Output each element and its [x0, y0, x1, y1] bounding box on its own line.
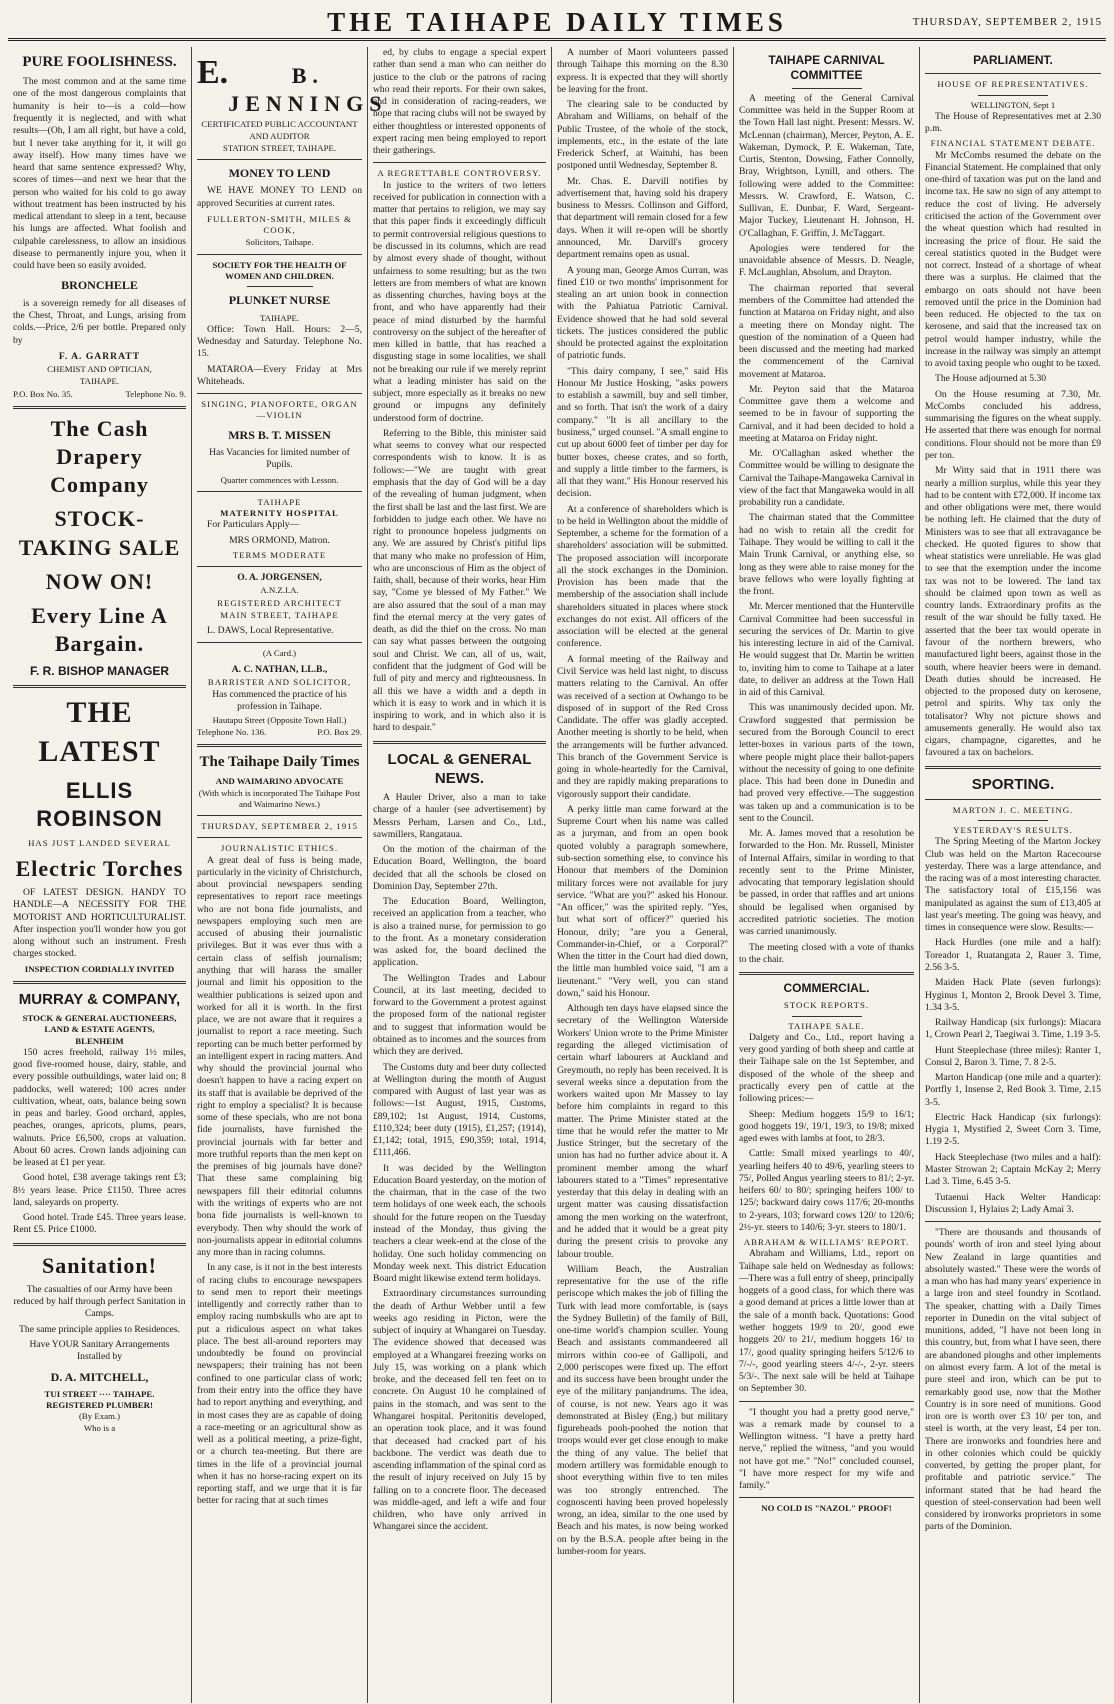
parliament-body-3: The House adjourned at 5.30	[935, 373, 1047, 385]
maternity-heading: MATERNITY HOSPITAL	[220, 508, 339, 519]
bronchele-body: is a sovereign remedy for all diseases of the Chest, Throat, and Lungs, arising from colds.—Price, 2/6 per bottle. Prepared only by	[13, 297, 186, 346]
controversy-body-2: Referring to the Bible, this minister said what seems to convey what our respected correspondents wish to know. It is as follows:—"We are taught with great emphasis that the day of God will be a day of the revealing of human judgment, when the first shall be last and the last first. We are forbidden to judge each other. We have no right to pronounce hopeless judgments on any. We are assured by Christ's pitiful lips that many who make no profession of Him, who are unconscious of Him as the object of faith, shall, because of their works, hear Him say, "Come ye blessed of My Father." We are also assured that the soul of a man may find the eternal mercy at the very gates of death, as did the thief on the cross. No man can say what passes between the outgoing soul and Christ. We can, all of us, wait, confident that the judgment of God will be full of pity and mercy and righteousness. In all this we have a width and a depth in which it is easy to work and in which it is inspiring to work, and in which also it is hard to despair."	[373, 427, 546, 734]
nerve-anecdote: "I thought you had a pretty good nerve," was a remark made by counsel to a Wellington witness. "I have a pretty hard nerve," replied the witness, "and you would not have got me." "No!" concluded counsel, "I have more respect for my wife and family."	[739, 1406, 914, 1492]
torches-body: OF LATEST DESIGN. HANDY TO HANDLE—A NECESSITY FOR THE MOTORIST AND HORTICULTURALIST. After inspection you'll wonder how you got along without such an instrument. Fresh charges stocked.	[13, 886, 186, 960]
fullerton-role: Solicitors, Taihape.	[245, 237, 314, 248]
ellis-landed: HAS JUST LANDED SEVERAL	[28, 837, 171, 848]
sporting-body: The Spring Meeting of the Marton Jockey Club was held on the Marton Racecourse yesterday. There was a large attendance, and the racing was of a most interesting character. The satisfactory total of £15,156 was manipulated as against the sum of £13,405 at last year's meeting. The going was heavy, and times in consequence were slow. Results:—	[925, 836, 1101, 934]
race-result-2: Maiden Hack Plate (seven furlongs): Hyginus 1, Monton 2, Brook Devel 3. Time, 1.34 3-5.	[925, 977, 1101, 1013]
news-item-4: A young man, George Amos Curran, was fined £10 or two months' imprisonment for stealing an art union book in connection with the Pahiatua Patriotic Carnival. Evidence showed that he had sold several tickets. The justices considered the public should be protected against the exploitation of patriotic funds.	[557, 264, 728, 362]
iron-steel-article: "There are thousands and thousands of pounds' worth of iron and steel lying about New Zealand in large quantities and absolutely wasted." These were the words of a man who has had many years' experience in a large iron and steel foundry in Scotland. The speaker, chatting with a Daily Times reporter in Dunedin on the vital subject of munitions, added, "I have not been long in this country, but, from what I have seen, there are abandoned ploughs and other implements on almost every farm. A lot of the metal is pure steel and iron, which can be put to remarkably good use, now that the Mother Country is in sore need of munitions. Good iron ore is worth over £3 10/ per ton, and steel is worth, at the very least, £4 per ton. There are ironworks and foundries here and in other colonies which could be quickly converted, by getting the proper plant, for profitable and patriotic service." The informant stated that he had heard the question of steel-conservation had been well considered by ironworks proprietors in some parts of the Dominion.	[925, 1227, 1102, 1533]
marton-heading: MARTON J. C. MEETING.	[952, 804, 1074, 815]
debate-heading: FINANCIAL STATEMENT DEBATE.	[930, 138, 1096, 149]
maternity-terms: TERMS MODERATE	[232, 549, 327, 560]
divider	[792, 88, 862, 89]
divider	[197, 642, 362, 643]
divider	[925, 1221, 1101, 1222]
plunket-mataroa: MATAROA—Every Friday at Mrs Whiteheads.	[197, 363, 362, 387]
local-item-5: The Customs duty and beer duty collected at Wellington during the month of August compared with August of last year was as follows:—1st August, 1915, Customs, £89,102; 1st August, 1914, Customs, £110,324; beer duty (1915), £1,257; (1914), £1,142; total, 1915, £90,359; total, 1914, £111,466.	[373, 1061, 546, 1159]
aw-report-heading: ABRAHAM & WILLIAMS' REPORT.	[743, 1237, 910, 1248]
local-item-4: The Wellington Trades and Labour Council, at its last meeting, decided to forward to the Government a protest against the proposed form of the national register and to suggest that information would be obtained as to incomes and the sources from which they are derived.	[373, 972, 546, 1058]
divider	[197, 393, 362, 394]
nathan-box: P.O. Box 29.	[317, 726, 362, 737]
divider	[197, 815, 362, 816]
sale-body-3: Cattle: Small mixed yearlings to 40/, yearling heifers 40 to 49/6, yearling steers to 75/, Polled Angus yearling steers to 81/; 2-yr. heifers 60/ to 80/; springing heifers 100/ to 125/; backward dairy cows 117/6; 20-months to 2-years, 103; forward cows 120/ to 120/6; 2½-yr. steers to 140/6; 3-yr. steers to 180/1.	[739, 1148, 914, 1233]
column-2	[192, 47, 388, 1703]
card-label: (A Card.)	[262, 648, 297, 659]
divider	[13, 981, 186, 984]
missen-name: MRS B. T. MISSEN	[228, 427, 331, 442]
news-item-3: Mr. Chas. E. Darvill notifies by advertisement that, having sold his drapery business to Messrs. Collinson and Gifford, that department will remain closed for a few days. When it will re-open will be shortly announced, Mr. Darvill's grocery department remains open as usual.	[557, 175, 728, 261]
commercial-heading: COMMERCIAL.	[783, 981, 870, 996]
race-result-7: Hack Steeplechase (two miles and a half): Master Strowan 2; Captain McKay 2; Merry Lad 3. Time, 6.45 3-5.	[925, 1151, 1101, 1188]
news-item-2: The clearing sale to be conducted by Abraham and Williams, on behalf of the Public Trustee, of the whole of the stock, implements, etc., in the estate of the late Frederick Scherf, at Waituhi, has been postponed until Wednesday, September 8.	[557, 99, 728, 172]
garratt-trade: CHEMIST AND OPTICIAN,	[47, 364, 152, 375]
newspaper-title: THE TAIHAPE DAILY TIMES	[327, 6, 787, 37]
the-latest-heading: THE LATEST	[38, 696, 161, 768]
carnival-body-8: This was unanimously decided upon. Mr. Crawford suggested that permission be secured from the Borough Council to erect letter-boxes in various parts of the town, where people might place their ballot-papers without the necessity of going to one definite place. This had been done in Dunedin and had proved very effective.—The suggestion was taken up and a communication is to be sent to the Council.	[739, 702, 914, 824]
divider	[197, 254, 362, 255]
divider	[197, 837, 362, 838]
plumber-who: Who is a	[83, 1422, 116, 1433]
garratt-name: F. A. GARRATT	[58, 350, 141, 362]
parliament-body-2: Mr McCombs resumed the debate on the Financial Statement. He complained that only one-third of taxation was put on the land and income tax. He saw no sign of any attempt to reduce the cost of living. He adversely criticised the action of the Government over the wheat question which had resulted in increasing the price of flour. He said the cereal statistics quoted in the Budget were not correct. Instead of a shortage of wheat there was a surplus. He claimed that the embargo on oats should not have been removed until the price in the Dominion had been reduced. He objected to the tax on kerosene, and said that the increased tax on petrol would hamper industry, while the increase in the railway was simply an attempt to avoid taxing people who ought to be taxed.	[925, 149, 1101, 370]
garratt-box: P.O. Box No. 35.	[13, 388, 73, 399]
society-heading: SOCIETY FOR THE HEALTH OF WOMEN AND CHILDREN.	[212, 259, 347, 281]
local-item-3: The Education Board, Wellington, received an application from a teacher, who is also a trained nurse, for permission to go to the front. As a monetary consideration was asked for, the board declined the application.	[373, 896, 546, 969]
jorgensen-ad	[197, 572, 362, 621]
ethics-heading: JOURNALISTIC ETHICS.	[220, 843, 339, 854]
nazol-heading: NO COLD IS "NAZOL" PROOF!	[761, 1503, 892, 1514]
divider	[373, 741, 546, 744]
sanitation-body: The casualties of our Army have been reduced by half through perfect Sanitation in Camps.	[13, 1283, 186, 1320]
murray-heading: MURRAY & COMPANY,	[18, 990, 181, 1008]
carnival-body-4: Mr. Peyton said that the Mataroa Committee gave them a welcome and seemed to be in favour of supporting the Carnival, and it had been decided to hold a meeting at Mataroa on Friday night.	[739, 383, 914, 444]
plumber: REGISTERED PLUMBER!	[46, 1400, 153, 1411]
local-item-6: It was decided by the Wellington Education Board yesterday, on the motion of the chairman, that in the case of the two term holidays of one week each, the schools should for the future reopen on the Tuesday instead of the Monday, thus giving the teachers a clear week-end at the close of the holiday. One such holiday commencing on Monday week next. This district Education Board might likewise extend term holidays.	[373, 1162, 546, 1285]
sale-body-2: Sheep: Medium hoggets 15/9 to 16/1; good hoggets 19/, 19/1, 19/3, to 19/8; mixed aged ewes with lambs at foot, to 28/3.	[739, 1108, 914, 1145]
now-on-heading: NOW ON!	[45, 568, 154, 594]
carnival-body-10: The meeting closed with a vote of thanks to the chair.	[739, 941, 914, 965]
singing-heading: SINGING, PIANOFORTE, ORGAN—VIOLIN	[201, 399, 358, 421]
column-6	[920, 47, 1106, 1703]
issue-date: THURSDAY, SEPTEMBER 2, 1915	[912, 16, 1102, 28]
parliament-heading: PARLIAMENT.	[973, 53, 1053, 67]
jorgensen-name: O. A. JORGENSEN,	[237, 572, 322, 584]
stock-taking-heading: STOCK-TAKING SALE	[18, 506, 181, 560]
sanitation-body-2: The same principle applies to Residences.	[19, 1323, 180, 1335]
times-title: The Taihape Daily Times	[199, 754, 360, 771]
carnival-body-9: Mr. A. James moved that a resolution be forwarded to the Hon. Mr. Russell, Minister of Internal Affairs, similar in wording to that recently sent to the Prime Minister, advocating that temporary legislation should be passed, in order that raffles and art unions should be legalised when organised by accredited patriotic societies. The motion was carried unanimously.	[739, 828, 914, 938]
parliament-body-5: Mr Witty said that in 1911 there was nearly a million surplus, while this year they had to be content with £72,000. If income tax and other obligations were met, there would be nothing left. He claimed that the duty of Ministers was to see that all extravagance be checked. He quoted figures to show that wheat statistics were unreliable. He was glad to see that the exemption under the income tax was not to be lowered. The land tax should be claimed upon town as well as country lands. Extraordinary profits as the result of the war should be fully taxed. He asserted that the beer tax would operate in favour of the northern brewers, who manufactured light beers, against those in the south, where heavier beers were in demand. Death duties should be increased. He objected to the proposed duty on kerosene, petrol and spirits. Why tax only the totalisator? Why not picture shows and amusements generally. He would also tax cigars, champagne, cigarettes, and he favoured a tax on bachelors.	[925, 465, 1101, 759]
mitchell-address: TUI STREET ···· TAIHAPE.	[44, 1388, 155, 1399]
bishop-manager: F. R. BISHOP MANAGER	[29, 664, 170, 679]
stock-reports-heading: STOCK REPORTS.	[783, 1000, 870, 1011]
local-item-1: A Hauler Driver, also a man to take charge of a hauler (see advertisement) by Messrs Perham, Larsen and Co., Ltd., sawmillers, Rangataua.	[373, 791, 546, 840]
pure-foolishness-body: The most common and at the same time one of the most dangerous complaints that humanity is heir to—is a cold—how frequently it is neglected, and with what results—(Oh, I am all right, but have a cold, but I never take anything for it, it will go away itself). How many times have we heard that same sentence expressed? Why, scores of times—and next we hear that the person who waited for his cold to go away without treatment has been instructed by his medical attendant to sleep in a tent, because his lungs are affected. What foolish and culpable carelessness, to allow an insidious disease to permanently injure you, when it could have been so easily avoided.	[13, 76, 186, 272]
electric-torches-heading: Electric Torches	[15, 855, 184, 881]
nathan-name: A. C. NATHAN, LL.B.,	[231, 663, 328, 675]
news-item-5: "This dairy company, I see," said His Honour Mr Justice Hosking, "asks powers to establish a sawmill, buy and sell timber, and so forth. That isn't the work of a dairy company." "It is all ancillary to the business," urged counsel. "A small engine to cut up about 6000 feet of timber per day for butter boxes, cheese crates, and so forth, and supply a little timber to the farmers, is all that they want." His Honour reserved his decision.	[557, 365, 728, 500]
carnival-body-6: The chairman stated that the Committee had no wish to retain all the credit for Taihape. They would be willing to call it the Main Trunk Carnival, or anything else, so long as they were able to raise money for the brave fellows who were loyally fighting at the front.	[739, 512, 914, 598]
local-item-7: Extraordinary circumstances surrounding the death of Arthur Webber until a few weeks ago residing in Picton, were the subject of inquiry at Whangarei on Tuesday. The evidence showed that deceased was employed at a Whangarei freezing works on July 15, was working on a plank which broke, and the deceased fell ten feet on to concrete. On August 10 he complained of pains in the stomach, and was sent to the Whangarei hospital. Peritonitis developed, an operation took place, and it was found that deceased had cracked part of his backbone. The verdict was death due to ascending inflammation of the spinal cord as the result of injury received on July 15 by falling on to a concrete floor. The deceased was middle-aged, and left a wife and four children, who have only arrived in Whangarei since the accident.	[373, 1288, 546, 1533]
controversy-heading: A REGRETTABLE CONTROVERSY.	[377, 168, 542, 179]
carnival-body-2: Apologies were tendered for the unavoidable absence of Messrs. D. Neagle, F. McLaughlan, Absolum, and Drayton.	[739, 242, 914, 279]
sale-body-1: Dalgety and Co., Ltd., report having a very good yarding of both sheep and cattle at their Taihape sale on the 1st September, and disposed of the whole of the sheep and practically every pen of cattle at the following prices:—	[739, 1031, 914, 1105]
news-item-7: A formal meeting of the Railway and Civil Service was held last night, to discuss matters relating to the Carnival. An offer was received of a section at Owhango to be disposed of in support of the Red Cross Candidate. The offer was gladly accepted. Another meeting is shortly to be held, when the arrangements will be further advanced. This branch of the Government Service is going in whole-heartedly for the Carnival, and they are rapidly making preparations to vigorously support their candidate.	[557, 653, 728, 800]
column-5	[734, 47, 920, 1703]
money-heading: MONEY TO LEND	[228, 166, 331, 181]
carnival-heading: TAIHAPE CARNIVAL COMMITTEE	[768, 53, 885, 83]
race-result-4: Hunt Steeplechase (three miles): Ranter 1, Consul 2, Baron 3. Time, 7. 8 2-5.	[925, 1044, 1101, 1068]
local-item-2: On the motion of the chairman of the Education Board, Wellington, the board decided that all the schools be closed on Dominion Day, September 27th.	[373, 844, 546, 892]
sanitation-heading: Sanitation!	[42, 1252, 157, 1278]
garratt-town: TAIHAPE.	[79, 376, 120, 387]
divider	[13, 406, 186, 409]
race-result-5: Marton Handicap (one mile and a quarter): Portfly 1, Insense 2, Red Book 3. Time, 2.15 3-5.	[925, 1072, 1101, 1108]
local-general-heading: LOCAL & GENERAL NEWS.	[387, 750, 532, 787]
jorgensen-address: MAIN STREET, TAIHAPE	[220, 609, 339, 620]
times-subtitle: AND WAIMARINO ADVOCATE	[215, 776, 344, 787]
times-note: (With which is incorporated The Taihape Post and Waimarino News.)	[198, 787, 361, 809]
masthead	[8, 6, 1106, 41]
carnival-body-5: Mr. O'Callaghan asked whether the Committee would be willing to designate the Carnival the Taihape-Mangaweka Carnival in view of the fact that Mangaweka would in all probability run a candidate.	[739, 448, 914, 509]
divider	[13, 1243, 186, 1246]
divider	[978, 820, 1048, 821]
divider	[792, 1016, 862, 1017]
divider	[925, 73, 1101, 74]
murray-sub: STOCK & GENERAL AUCTIONEERS, LAND & ESTATE AGENTS,	[22, 1013, 177, 1035]
pure-foolishness-heading: PURE FOOLISHNESS.	[22, 54, 177, 70]
jorgensen-role: REGISTERED ARCHITECT	[217, 597, 342, 608]
murray-town: BLENHEIM	[75, 1035, 124, 1046]
dateline: WELLINGTON, Sept 1	[970, 99, 1056, 110]
news-item-8: A perky little man came forward at the Supreme Court when his name was called as a juryman, and from an open book quoted volubly a paragraph somewhere, sub-section something else, to convince his Honour that members of the Dominion military forces were not available for jury service. "What are you?" asked his Honour. "An officer," was the spirited reply. "Yes, but what sort of officer?" queried his Honour, drily; "are you a General, Commander-in-Chief, or a Corporal?" When the titter in the Court had died down, the little man humbled voice said, "I am a lieutenant." "Very well, you can stand down," said his Honour.	[557, 803, 728, 999]
news-item-6: At a conference of shareholders which is to be held in Wellington about the middle of September, a scheme for the formation of a shareholders' association will be submitted. The proposed association will incorporate all the stock exchanges in the Dominion. Provision has been made that the membership of the association shall include shareholders situated in places where stock exchanges do not exist. All officers of the association will be elected at the general conference.	[557, 503, 728, 650]
garratt-ad	[13, 351, 186, 400]
parliament-body-4: On the House resuming at 7.30, Mr. McCombs concluded his address, summarising the figures on the wheat supply. He asserted that there was enough for normal conditions. Flour should not be more than £9 per ton.	[925, 388, 1101, 462]
plumber-exam: (By Exam.)	[78, 1411, 121, 1422]
plunket-town: TAIHAPE.	[259, 312, 300, 323]
carnival-body-1: A meeting of the General Carnival Committee was held in the Supper Room at the Town Hall last night. Present: Messrs. W. McLennan (chairman), Mercer, Peyton, A. E. Wakeman, Dymock, P. E. Wakeman, Tate, Curtis, Stenton, Dowsing, Father Connolly, Bray, Wrightson, Lynill, and others. The following were added to the Committee: Messrs. W. Crawford, E. Watson, C. Sullivan, E. Dunbar, F. Ward, Sergeant-Major Tuckey, Lieutenant H. Johnson, H. O'Callaghan, F. Griffin, J. McTaggart.	[739, 92, 914, 239]
mitchell-name: D. A. MITCHELL,	[50, 1369, 149, 1384]
jennings-initial: E.	[197, 54, 229, 91]
bronchele-heading: BRONCHELE	[61, 278, 138, 293]
ellis-robinson-heading: ELLIS ROBINSON	[36, 778, 163, 832]
race-result-3: Railway Handicap (six furlongs): Miacara 1, Crown Pearl 2, Taegiwai 3. Time, 1.19 3-5.	[925, 1017, 1101, 1041]
maternity-matron: MRS ORMOND, Matron.	[229, 534, 330, 546]
columns	[8, 47, 1106, 1703]
money-body: WE HAVE MONEY TO LEND on approved Securities at current rates.	[197, 185, 362, 209]
divider	[197, 159, 362, 160]
race-result-1: Hack Hurdles (one mile and a half): Toreador 1, Ruatangata 2, Rauer 3. Time, 2.56 3-5.	[925, 937, 1101, 973]
inspection-invited: INSPECTION CORDIALLY INVITED	[24, 963, 175, 974]
maternity-apply: For Particulars Apply—	[207, 519, 300, 531]
sanitation-body-3: Have YOUR Sanitary Arrangements Installed by	[29, 1338, 170, 1363]
editorial-date: THURSDAY, SEPTEMBER 2, 1915	[201, 821, 358, 832]
nathan-ad	[197, 664, 362, 739]
divider	[739, 1401, 914, 1402]
plunket-heading: PLUNKET NURSE	[228, 293, 331, 308]
carnival-body-3: The chairman reported that several members of the Committee had attended the function at Mataroa on Friday night, and also a meeting there on Monday night. The question of the nomination of a Queen had been discussed and the meeting had marked the commencement of the Carnival movement at Mataroa.	[739, 282, 914, 380]
nathan-body: Has commenced the practice of his profession in Taihape.	[212, 689, 347, 713]
every-line-heading: Every Line A Bargain.	[31, 602, 168, 656]
plunket-body: Office: Town Hall. Hours: 2—5, Wednesday and Saturday. Telephone No. 15.	[197, 323, 362, 360]
news-item-10: William Beach, the Australian representative for the use of the rifle periscope which makes the job of filling the Turk with lead more comfortable, is (says the Sydney Bulletin) of the family of Bill, one-time world's champion sculler. Young Beach and assistants commandeered all mirrors within coo-ee of Gallipoli, and 2,000 periscopes were fixed up. The effort and its success have been brought under the eye of the military panjandrums. The idea, of course, is not new. Years ago it was demonstrated at Bisley (Eng.) but military figureheads pooh-poohed the notion that troops would ever get close enough to make the thing of any value. The belief that modern artillery was formidable enough to shoot everything within five to ten miles was too strongly entrenched. The cognoscenti having been proved hopelessly wrong, an idea, similar to the one used by Beach and his mates, is now being worked on by the B.S.A. people after being in the lumber-room for years.	[557, 1263, 728, 1557]
column-1	[8, 47, 192, 1703]
parliament-body-1: The House of Representatives met at 2.30 p.m.	[925, 110, 1101, 135]
cash-drapery-heading: The Cash Drapery Company	[50, 415, 149, 498]
jennings-address: STATION STREET, TAIHAPE.	[222, 142, 337, 153]
divider	[197, 566, 362, 567]
results-heading: YESTERDAY'S RESULTS.	[953, 825, 1073, 836]
jennings-role: CERTIFICATED PUBLIC ACCOUNTANT AND AUDITOR	[201, 119, 358, 141]
house-heading: HOUSE OF REPRESENTATIVES.	[937, 79, 1089, 90]
missen-term: Quarter commences with Lesson.	[220, 474, 339, 485]
sporting-heading: SPORTING.	[971, 775, 1055, 793]
divider	[13, 685, 186, 688]
jorgensen-rep: L. DAWS, Local Representative.	[207, 625, 334, 637]
column-3	[368, 47, 552, 1703]
news-item-9: Although ten days have elapsed since the secretary of the Wellington Waterside Workers' Union wrote to the Prime Minister regarding the alleged victimisation of certain wharf labourers at Auckland and Greymouth, no reply has been received. It is several weeks since a deputation from the workers waited upon Mr Massey to lay before him complaints in regard to this matter. The Prime Minister stated at the time that he would refer the matter to Mr Justice Stringer, but the secretary of the union has had no further advice about it. A prominent member among the wharf labourers stated to a "Times" representative yesterday that this delay in dealing with an urgent matter was causing dissatisfaction among the men working on the waterfront, and he added that it would be a great pity during the present crisis to provoke any labour trouble.	[557, 1003, 728, 1260]
news-item-1: A number of Maori volunteers passed through Taihape this morning on the 8.30 express. It is expected that they will shortly be leaving for the front.	[557, 47, 728, 95]
nathan-address: Hautapu Street (Opposite Town Hall.)	[212, 714, 347, 725]
divider	[197, 744, 362, 747]
ethics-body-2: In any case, is it not in the best interests of racing clubs to encourage newspapers to send men to report their meetings intelligently and correctly rather than to employ racing numbskulls who are apt to put a ridiculous aspect on what takes place. The best all-around reporters may undoubtedly be found on provincial newspapers; their training has not been confined to one particular class of work; from their entry into the office they have had to report anything and everything, and in most cases they are as capable of doing a race-meeting or an agricultural show as well as a political meeting, a prize-fight, or a church tea-meeting. But there are times in the life of a provincial journal when it has no horse-racing expert on its reporting staff, and we urge that it is far better for racing that at such times	[197, 1262, 362, 1507]
taihape-sale-heading: TAIHAPE SALE.	[788, 1020, 865, 1031]
divider	[739, 1497, 914, 1498]
divider	[925, 799, 1101, 800]
murray-body-1: 150 acres freehold, railway 1½ miles, good five-roomed house, dairy, stable, and every possible outbuildings, water laid on; 8 paddocks, well watered; 100 acres under cultivation, wheat, oats, balance being sown in peas and barley. Good orchard, apples, peaches, oranges, apricots, plums, pears, walnuts. Price £6,500, crops at valuation. About 60 acres. Crown lands adjoining can be leased at £1 per year.	[13, 1046, 186, 1169]
ethics-body-1: A great deal of fuss is being made, particularly in the vicinity of Christchurch, about provincial newspapers sending representatives to report race meetings who are not bona fide journalists, and newspapers employing such men are accused of abusing their journalistic privileges. But it was ever thus with a certain class of selfish journalism; anything that will harass the smaller journal and limit his opposition to the wealthier publications is seized upon and worked for all it is worth. In the first place, we are not aware that it requires a journalist to report a race meeting. Such reporting can be much better performed by an intelligent expert in racing matters. And why should the provincial journal who doesn't happen to have a racing expert on its staff that is available be deprived of the right to employ a specialist? It is because some of these specials, who are not bona fide journalists, have furnished the provincial journals with far better and more truthful reports than the men kept on the premises of big journals have done? That these same complaining big newspapers fill their editorial columns with the writings of experts who are not bona fide journalists is well-known to everybody. Then why should the work of non-journalists appear in editorial columns any more than in racing columns.	[197, 854, 362, 1259]
nathan-role: BARRISTER AND SOLICITOR,	[207, 676, 352, 687]
column-4	[552, 47, 734, 1703]
garratt-phone: Telephone No. 9.	[125, 388, 186, 399]
divider	[373, 162, 546, 163]
divider	[978, 95, 1048, 96]
jennings-ad	[197, 51, 388, 154]
murray-body-2: Good hotel, £38 average takings rent £3; 8½ years lease. Price £1150. Three acres land, saleyards on property.	[13, 1172, 186, 1208]
divider	[247, 286, 313, 287]
jennings-name: B. JENNINGS	[228, 63, 388, 117]
missen-body: Has Vacancies for limited number of Pupils.	[209, 447, 350, 471]
divider	[739, 972, 914, 975]
divider	[925, 766, 1101, 769]
race-result-8: Tutaenui Hack Welter Handicap: Discussion 1, Hylaius 2; Lady Amai 3.	[925, 1191, 1101, 1215]
murray-body-3: Good hotel. Trade £45. Three years lease. Rent £5. Price £1000.	[13, 1212, 186, 1236]
carnival-body-7: Mr. Mercer mentioned that the Hunterville Carnival Committee had been successful in securing the services of Dr. Martin to give his interesting lecture in aid of the Carnival. He would suggest that Dr. Martin be written to, inviting him to come to Taihape at a later date, to deliver an address at the Town Hall in aid of this Carnival.	[739, 601, 914, 699]
jorgensen-credentials: A.N.Z.I.A.	[260, 585, 299, 596]
race-result-6: Electric Hack Handicap (six furlongs): Hygia 1, Mystified 2, Sweet Corn 3. Time, 1.19 2-5.	[925, 1111, 1101, 1148]
divider	[197, 491, 362, 492]
maternity-town: TAIHAPE	[257, 496, 302, 507]
nathan-phone: Telephone No. 136.	[197, 726, 267, 737]
aw-report-body: Abraham and Williams, Ltd., report on Taihape sale held on Wednesday as follows:—There was a full entry of sheep, principally hoggets of a good class, for which there was a good demand at prices a little lower than at the sale of a month back. Quotations: Good wether hoggets 19/9 to 20/, good ewe hoggets 20/ to 21/, medium hoggets 16/ to 17/, good quality springing heifers 5/12/6 to 7/-/-, good yearling steers 4/-/-, 2-yr. steers 5/3/-. The next sale will be held at Taihape on September 30.	[739, 1248, 914, 1395]
fullerton-ad	[197, 214, 362, 249]
fullerton-name: FULLERTON-SMITH, MILES & COOK,	[207, 213, 352, 236]
controversy-body-1: In justice to the writers of two letters received for publication in connection with a matter that pertains to religion, we may say that this paper finds it exceedingly difficult to permit controversial religious questions to be discussed in its columns, which are read by almost every shade of thought, without unfairness to some resulting; but as the two letters are from members of what are known as dissenting churches, having boys at the front, and who have apparently had their peace of mind disturbed by the harmful controversy on the subject of the hereafter of men killed in battle, that has reached a disgusting stage in some localities, we shall not be breaking our rule if we merely reprint what a leading minister has said on the subject, more especially as it breaks no new ground or impugns any definitely understood form of doctrine.	[373, 179, 546, 424]
ethics-continued: ed, by clubs to engage a special expert rather than send a man who can neither do justice to the club or the patrons of racing who read their reports. For their own sakes, and in consideration of racing-readers, we hope that racing clubs will not be swayed by either thoughtless or interested opponents of expert racing men being employed to report their gatherings.	[373, 47, 546, 157]
